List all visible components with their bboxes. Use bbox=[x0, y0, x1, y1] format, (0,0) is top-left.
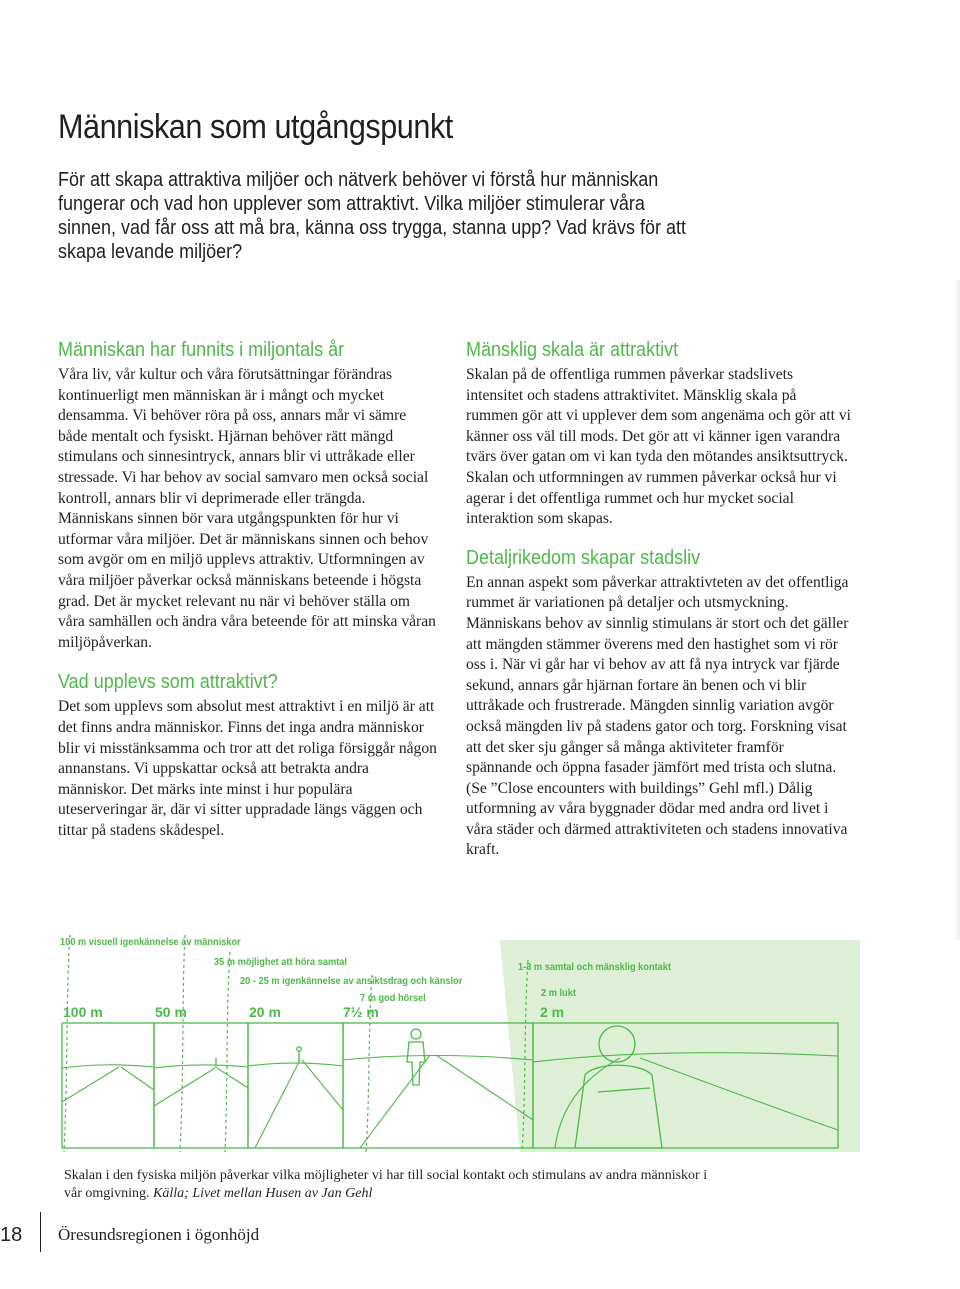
distance-label: 100 m bbox=[63, 1004, 103, 1020]
section-heading: Människan har funnits i miljontals år bbox=[58, 339, 345, 361]
right-column bbox=[466, 339, 851, 878]
distance-label: 7½ m bbox=[343, 1004, 379, 1020]
section-body: Våra liv, vår kultur och våra förutsättningar förändras kontinuerligt men människan är i mångt och mycket densamma. Vi behöver röra på oss, annars mår vi sämre både mentalt och fysiskt. Hjärnan behöver rätt mängd stimulans och sinnesintryck, annars blir vi uttråkade eller stressade. Vi har behov av social samvaro men också social kontroll, annars blir vi deprimerade eller trängda. Människans sinnen bör vara utgångspunkten för hur vi utformar våra miljöer. Det är människans sinnen och behov som avgör om en miljö upplevs attraktiv. Utformningen av våra miljöer påverkar också människans beteende i högsta grad. Det är mycket relevant nu när vi behöver ställa om våra samhällen och ändra våra beteende för att minska våran miljöpåverkan. bbox=[58, 366, 436, 651]
section-body: En annan aspekt som påverkar attraktivteten av det offentliga rummet är variationen på detaljer och utsmyckning. Människans behov av sinnlig stimulans är stort och det gäller att mängden stämmer överens med den hastighet som vi rör oss i. När vi går har vi behov av att få nya intryck var fjärde sekund, annars går hjärnan fortare än benen och vi blir uttråkade och frustrerade. Mängden sinnlig variation avgör också mängden liv på stadens gator och torg. Forskning visat att det sker sju gånger så många aktiviteter framför spännande och öppna fasader jämfört med trista och slutna. (Se ”Close encounters with buildings” Gehl mfl.) Dålig utformning av våra byggnader dödar med andra ord livet i våra städer och därmed attraktiviteten och stadens innovativa kraft. bbox=[466, 573, 849, 859]
left-column bbox=[58, 339, 438, 858]
label-smell: 2 m lukt bbox=[541, 987, 576, 999]
section-body: Skalan på de offentliga rummen påverkar stadslivets intensitet och stadens attraktivitet. Mänsklig skala på rummen gör att vi upplever dem som angenäma och gör att vi känner oss väl till mods. Det gör att vi känner igen varandra tvärs över gatan om vi kan tyda den mötandes ansiktsuttryck. Skalan och utformningen av rummen påverkar också hur vi agerar i det offentliga rummet och hur mycket social interaktion som skapas. bbox=[466, 366, 851, 528]
page-number: 18 bbox=[0, 1224, 23, 1246]
caption-source: Källa; Livet mellan Husen av Jan Gehl bbox=[153, 1186, 373, 1201]
footer-divider bbox=[40, 1212, 41, 1252]
distance-label: 50 m bbox=[155, 1004, 187, 1020]
section-heading: Mänsklig skala är attraktivt bbox=[466, 339, 679, 361]
label-conversation-contact: 1-3 m samtal och mänsklig kontakt bbox=[518, 961, 672, 973]
label-good-hearing: 7 m god hörsel bbox=[360, 992, 426, 1004]
distance-scale-illustration bbox=[0, 930, 960, 1160]
intro-paragraph: För att skapa attraktiva miljöer och nätverk behöver vi förstå hur människan fungerar och vad hon upplever som attraktivt. Vilka miljöer stimulerar våra sinnen, vad får oss att må bra, känna oss trygga, stanna upp? Vad krävs för att skapa levande miljöer? bbox=[58, 169, 687, 263]
section-body: Det som upplevs som absolut mest attraktivt i en miljö är att det finns andra människor. Finns det inga andra människor blir vi misstänksamma och tror att det roliga försiggår någon annanstans. Vi uppskattar också att betrakta andra människor. Det märks inte minst i hur populära uteserveringar är, där vi sitter uppradade längs väggen och tittar på stadens skådespel. bbox=[58, 698, 437, 839]
label-visual-recognition: 100 m visuell igenkännelse av människor bbox=[60, 936, 241, 948]
label-hearing-conversation: 35 m möjlighet att höra samtal bbox=[214, 956, 347, 968]
distance-label: 20 m bbox=[249, 1004, 281, 1020]
label-facial-recognition: 20 - 25 m igenkännelse av ansiktsdrag och känslor bbox=[240, 975, 463, 987]
distance-scale-figure bbox=[0, 930, 960, 1160]
distance-label: 2 m bbox=[540, 1004, 565, 1020]
page-edge-shadow bbox=[954, 280, 960, 940]
footer-title: Öresundsregionen i ögonhöjd bbox=[58, 1225, 260, 1244]
section-heading: Vad upplevs som attraktivt? bbox=[58, 671, 278, 694]
page-title: Människan som utgångspunkt bbox=[58, 108, 453, 146]
caption-text: Skalan i den fysiska miljön påverkar vilka möjligheter vi har till social kontakt och stimulans av andra människor i vår omgivning. bbox=[64, 1168, 708, 1201]
figure-caption bbox=[64, 1167, 724, 1203]
section-heading: Detaljrikedom skapar stadsliv bbox=[466, 546, 701, 569]
